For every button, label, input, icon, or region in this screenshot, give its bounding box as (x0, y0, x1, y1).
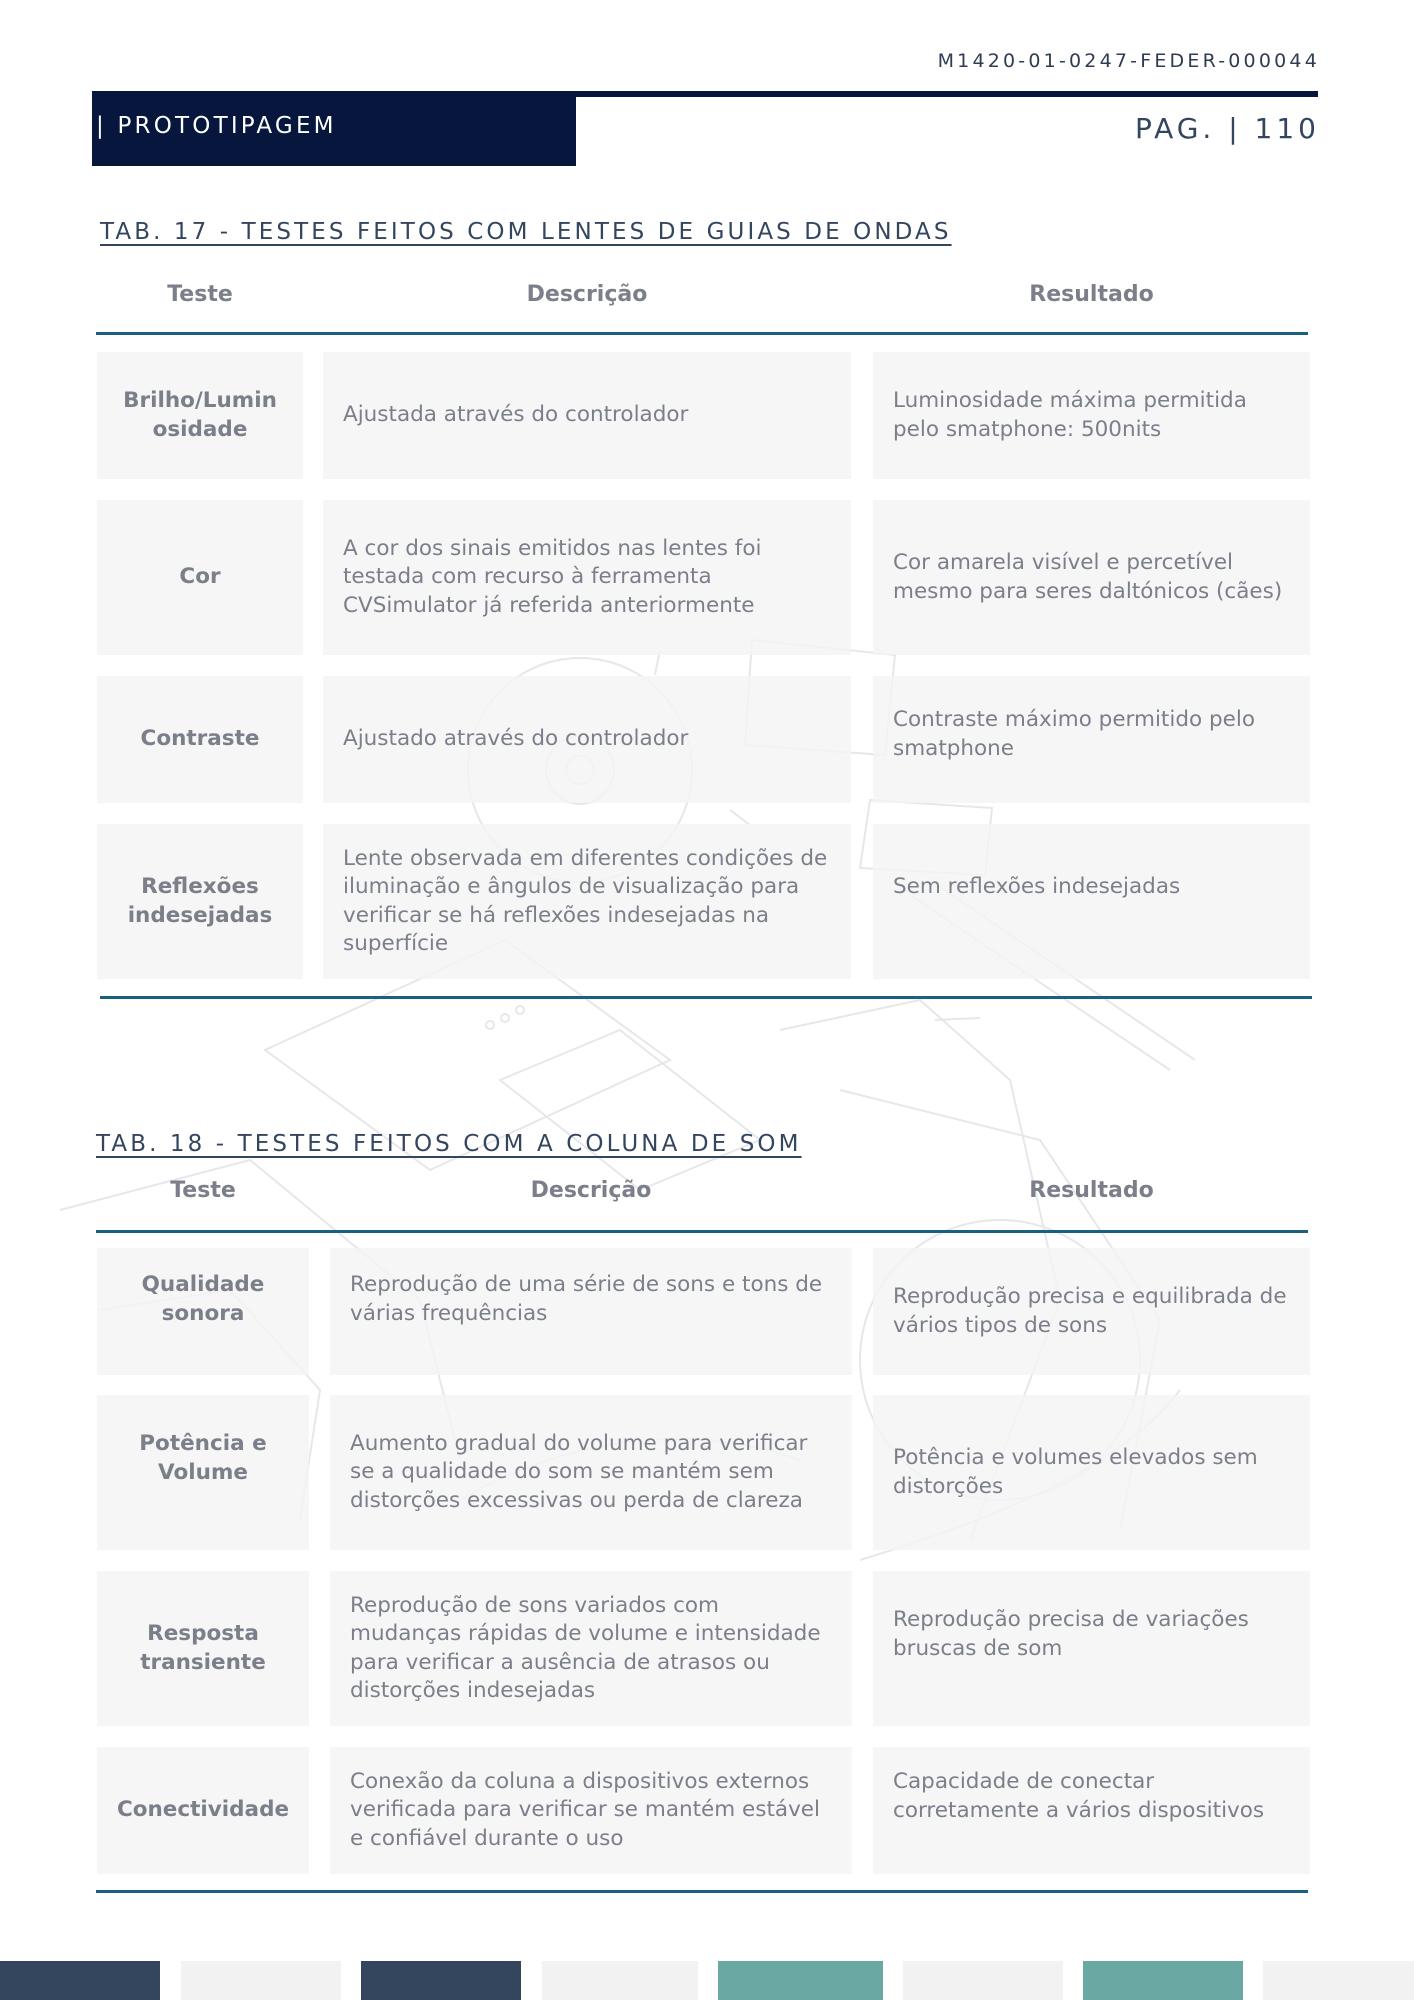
footer-bar-7 (1083, 1961, 1243, 2000)
table-18-row-3-test-text: Resposta transiente (140, 1621, 266, 1675)
table-17-row-1-result (873, 352, 1310, 479)
table-18-row-3-result (873, 1571, 1310, 1726)
table-18-header-teste: Teste (170, 1178, 236, 1203)
table-17-row-3-result (873, 676, 1310, 803)
table-18-row-4-result (873, 1747, 1310, 1874)
table-18-row-1-result-text: Reprodução precisa e equilibrada de vários tipos de sons (893, 1284, 1287, 1338)
table-18-row-1-test-text: Qualidade sonora (141, 1272, 265, 1326)
table-17-row-3-description (323, 676, 851, 803)
footer-bar-2 (181, 1961, 341, 2000)
table-18-row-1-result (873, 1248, 1310, 1375)
footer-bar-4 (542, 1961, 698, 2000)
table-17-row-2-test (97, 500, 303, 655)
table-18-row-3-description-text: Reprodução de sons variados com mudanças rápidas de volume e intensidade para verificar a ausência de atrasos ou distorções indesejadas (350, 1592, 821, 1703)
table-18-row-4-test-text: Conectividade (116, 1797, 290, 1823)
table-17-row-1-result-text: Luminosidade máxima permitida pelo smatphone: 500nits (893, 388, 1247, 442)
table-17-row-2-result-text: Cor amarela visível e percetível mesmo para seres daltónicos (cães) (893, 550, 1283, 604)
footer-bar-8 (1263, 1961, 1414, 2000)
table-18-row-3-result-text: Reprodução precisa de variações bruscas de som (893, 1607, 1249, 1661)
table-17-bottom-rule (100, 996, 1312, 999)
table-17-row-1-description (323, 352, 851, 479)
table-17-header-rule (96, 332, 1308, 335)
table-17-title: TAB. 17 - TESTES FEITOS COM LENTES DE GUIAS DE ONDAS (100, 219, 952, 245)
table-17-row-1-test (97, 352, 303, 479)
footer-bar-3 (361, 1961, 521, 2000)
table-17-header-teste: Teste (167, 282, 233, 307)
table-17-row-2-description-text: A cor dos sinais emitidos nas lentes foi testada com recurso à ferramenta CVSimulator já referida anteriormente (343, 535, 762, 618)
table-17-header-descricao: Descrição (526, 282, 648, 307)
table-18-row-1-test (97, 1248, 309, 1375)
table-18-title: TAB. 18 - TESTES FEITOS COM A COLUNA DE SOM (96, 1131, 802, 1157)
table-18-header-descricao: Descrição (530, 1178, 652, 1203)
table-17-row-4-description (323, 824, 851, 979)
footer-bar-1 (0, 1961, 160, 2000)
footer-bar-6 (903, 1961, 1063, 2000)
table-18-row-2-description (330, 1395, 852, 1550)
table-17-row-4-test-text: Reflexões indesejadas (127, 874, 273, 928)
table-17-row-3-test-text: Contraste (140, 726, 260, 752)
table-17-row-4-result (873, 824, 1310, 979)
table-17-row-4-result-text: Sem reflexões indesejadas (893, 874, 1181, 900)
table-17-row-4-test (97, 824, 303, 979)
table-17-header-resultado: Resultado (1029, 282, 1154, 307)
table-17-row-1-description-text: Ajustada através do controlador (343, 402, 689, 428)
footer-bar-5 (718, 1961, 883, 2000)
table-17-row-2-test-text: Cor (179, 564, 221, 590)
table-17-row-1-test-text: Brilho/Luminosidade (123, 388, 277, 442)
table-18-row-2-result (873, 1395, 1310, 1550)
table-17-row-2-result (873, 500, 1310, 655)
table-17-row-4-description-text: Lente observada em diferentes condições de iluminação e ângulos de visualização para verificar se há reflexões indesejadas na superfície (343, 845, 828, 956)
table-17-row-3-description-text: Ajustado através do controlador (343, 726, 689, 752)
table-18-row-2-test-text: Potência e Volume (139, 1431, 267, 1485)
table-17-row-3-test (97, 676, 303, 803)
table-18-bottom-rule (96, 1890, 1308, 1893)
section-title: | PROTOTIPAGEM (96, 113, 337, 139)
table-18-row-3-test (97, 1571, 309, 1726)
table-18-row-4-result-text: Capacidade de conectar corretamente a vários dispositivos (893, 1769, 1265, 1823)
table-17-row-2-description (323, 500, 851, 655)
table-18-row-4-test (97, 1747, 309, 1874)
table-18-row-2-test (97, 1395, 309, 1550)
table-18-header-resultado: Resultado (1029, 1178, 1154, 1203)
table-17-row-3-result-text: Contraste máximo permitido pelo smatphone (893, 707, 1255, 761)
table-18-header-rule (96, 1230, 1308, 1233)
table-18-row-3-description (330, 1571, 852, 1726)
table-18-row-1-description-text: Reprodução de uma série de sons e tons de várias frequências (350, 1272, 823, 1326)
project-code: M1420-01-0247-FEDER-000044 (937, 50, 1320, 72)
table-18-row-2-result-text: Potência e volumes elevados sem distorções (893, 1445, 1258, 1499)
table-18-row-2-description-text: Aumento gradual do volume para verificar se a qualidade do som se mantém sem distorções excessivas ou perda de clareza (350, 1430, 808, 1513)
page-number: PAG. | 110 (1134, 112, 1320, 145)
table-18-row-1-description (330, 1248, 852, 1375)
table-18-row-4-description (330, 1747, 852, 1874)
table-18-row-4-description-text: Conexão da coluna a dispositivos externos verificada para verificar se mantém estável e confiável durante o uso (350, 1768, 821, 1851)
